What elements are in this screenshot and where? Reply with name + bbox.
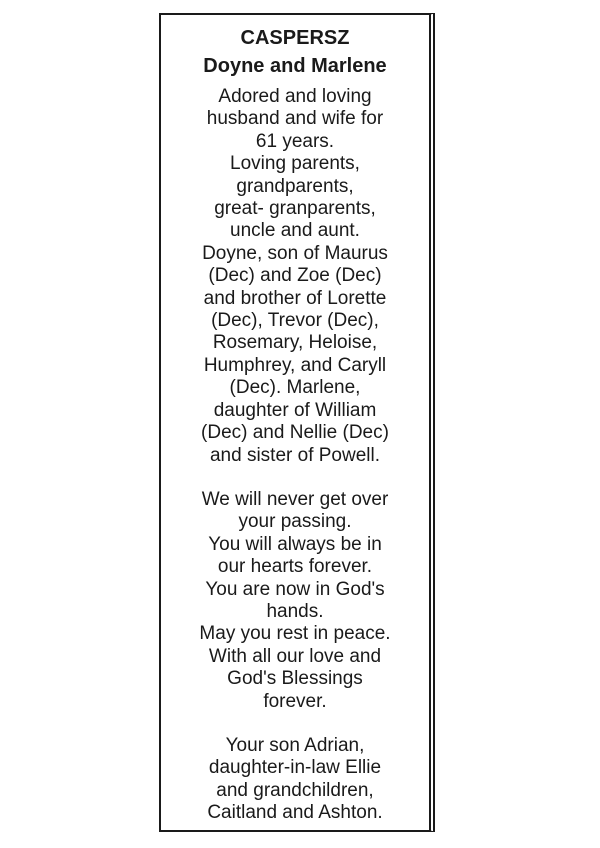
notice-line: and brother of Lorette xyxy=(203,287,387,309)
notice-line: great- granparents, xyxy=(214,198,376,220)
notice-line: May you rest in peace. xyxy=(199,623,391,645)
notice-line: husband and wife for xyxy=(206,108,384,130)
paragraph-spacer xyxy=(161,713,429,735)
notice-line: You are now in God's xyxy=(205,578,385,600)
notice-names: Doyne and Marlene xyxy=(203,55,387,77)
notice-line: our hearts forever. xyxy=(217,556,373,578)
notice-line: Humphrey, and Caryll xyxy=(203,354,387,376)
notice-line: Your son Adrian, xyxy=(225,734,365,756)
notice-line: forever. xyxy=(263,690,327,712)
notice-paragraph-signoff xyxy=(161,735,429,825)
notice-surname: CASPERSZ xyxy=(240,27,350,49)
notice-line: (Dec) and Zoe (Dec) xyxy=(208,265,382,287)
notice-line: With all our love and xyxy=(208,645,382,667)
notice-line: daughter of William xyxy=(213,399,377,421)
notice-line: hands. xyxy=(266,600,324,622)
notice-line: (Dec), Trevor (Dec), xyxy=(211,310,379,332)
notice-line: grandparents, xyxy=(236,175,354,197)
death-notice xyxy=(159,13,435,832)
notice-line: Loving parents, xyxy=(230,153,360,175)
notice-paragraph-message xyxy=(161,489,429,713)
notice-line: daughter-in-law Ellie xyxy=(208,757,382,779)
notice-line: 61 years. xyxy=(255,130,335,152)
notice-line: (Dec) and Nellie (Dec) xyxy=(201,422,389,444)
notice-line: God's Blessings xyxy=(227,668,363,690)
notice-line: Adored and loving xyxy=(218,86,372,107)
notice-paragraph-tribute xyxy=(161,86,429,467)
paragraph-spacer xyxy=(161,467,429,489)
notice-line: Rosemary, Heloise, xyxy=(212,332,378,354)
notice-line: Doyne, son of Maurus xyxy=(202,242,388,264)
notice-line: (Dec). Marlene, xyxy=(229,377,361,399)
notice-line: and grandchildren, xyxy=(216,779,374,801)
notice-line: and sister of Powell. xyxy=(209,444,381,466)
notice-line: uncle and aunt. xyxy=(230,220,360,242)
notice-line: your passing. xyxy=(238,511,352,533)
notice-line: We will never get over xyxy=(201,488,389,510)
notice-content xyxy=(161,25,429,825)
notice-line: You will always be in xyxy=(208,533,382,555)
notice-line: Caitland and Ashton. xyxy=(207,802,383,824)
